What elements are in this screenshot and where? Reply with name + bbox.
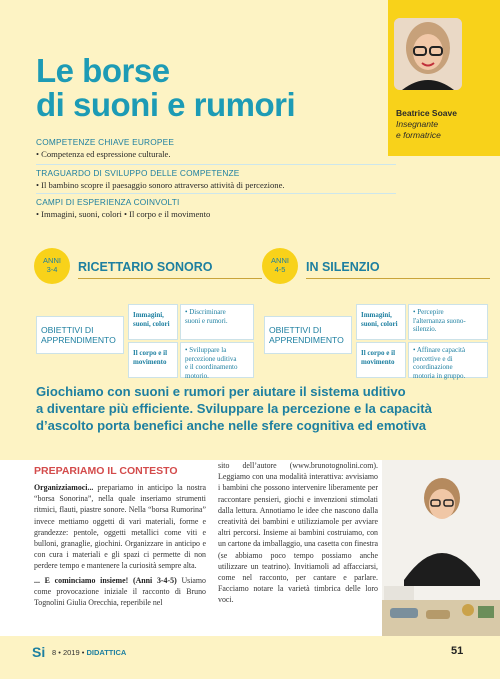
objective-area-line: Immagini,	[361, 311, 392, 319]
objective-area-line: Immagini,	[133, 311, 164, 319]
competence-goal	[36, 168, 396, 190]
competence-heading: CAMPI DI ESPERIENZA COINVOLTI	[36, 197, 180, 207]
title-line-2: di suoni e rumori	[36, 86, 296, 123]
magazine-name: DIDATTICA	[86, 648, 127, 657]
objectives-line-1: OBIETTIVI DI	[269, 325, 322, 335]
objective-area-cell	[128, 342, 178, 378]
lead-line: Giochiamo con suoni e rumori per aiutare il sistema uditivo	[36, 384, 406, 399]
objective-goal-cell	[408, 304, 488, 340]
paragraph-lead: Organizziamoci...	[34, 483, 94, 492]
competence-text: • Competenza ed espressione culturale.	[36, 149, 171, 159]
panel-heading: RICETTARIO SONORO	[78, 260, 213, 274]
paragraph-body: Usiamo come provocazione iniziale il racconto di Bruno Tognolini Giulia Orecchia, reperibile nel	[34, 575, 206, 608]
lead-line: d’ascolto porta benefici anche nelle sfere cognitiva ed emotiva	[36, 418, 427, 433]
teacher-with-materials-image	[382, 460, 500, 636]
objective-area-line: movimento	[361, 357, 395, 366]
objective-area-line: Il corpo e il	[133, 349, 168, 357]
objective-area-line: suoni, colori	[361, 319, 398, 328]
objective-goal-line: motorio.	[185, 371, 209, 380]
panel-divider	[78, 278, 262, 279]
competence-heading: TRAGUARDO DI SVILUPPO DELLE COMPETENZE	[36, 168, 240, 178]
competence-european	[36, 137, 396, 159]
paragraph-body: prepariamo in anticipo la nostra “borsa Sonorina”, nella quale inseriamo strumenti ritmici, flauti, piastre sonore. Nella “borsa Rumorina” invece mettiamo oggetti di vari materiali, forme e grandezze: pentole, oggetti metallici come viti e bulloni, granaglie, giochini. Organizzare in anticipo e con cura i materiali e gli spazi ci permette di non perdere tempo e mantenere la curiosità sempre alta.	[34, 483, 206, 571]
objective-area-line: movimento	[133, 357, 167, 366]
author-photo	[394, 18, 462, 90]
objective-goal-line: silenzio.	[413, 325, 437, 333]
competence-fields	[36, 197, 396, 219]
issue-info	[52, 648, 126, 657]
objective-area-line: suoni, colori	[133, 319, 170, 328]
page-title	[36, 54, 295, 122]
objective-area-cell	[128, 304, 178, 340]
lead-paragraph	[36, 383, 476, 434]
author-role-line-1: Insegnante	[396, 119, 439, 129]
objective-goal-line: l'alternanza suono-	[413, 316, 466, 325]
age-badge	[34, 248, 70, 284]
objectives-line-1: OBIETTIVI DI	[41, 325, 94, 335]
panel-heading: IN SILENZIO	[306, 260, 380, 274]
author-portrait-image	[394, 18, 462, 90]
age-badge-range: 3-4	[46, 265, 58, 274]
objectives-line-2: APPRENDIMENTO	[41, 335, 116, 345]
author-role-line-2: e formatrice	[396, 130, 441, 140]
objective-goal-line: e il coordinamento	[185, 363, 238, 371]
panel-divider	[306, 278, 490, 279]
objective-goal-line: percezione uditiva	[185, 354, 237, 363]
author-card	[388, 0, 500, 156]
competence-text: • Il bambino scopre il paesaggio sonoro attraverso attività di percezione.	[36, 180, 285, 190]
age-badge-label: ANNI	[43, 256, 61, 265]
author-role	[396, 119, 466, 141]
page-footer	[0, 636, 500, 679]
article-paragraph	[34, 482, 206, 572]
divider	[36, 164, 396, 165]
objective-goal-line: • Sviluppare la	[185, 346, 227, 354]
article-paragraph: sito dell’autore (www.brunotognolini.com). Leggiamo con una modalità interattiva: avvisiamo i bambini che possono intervenire liberamente per raccontare pensieri, giochi e invenzioni stimolati dalla lettura. Annotiamo le idee che nascono dalla creatività dei bambini e utilizziamole per avviare altri percorsi. Insieme ai bambini costruiamo, con un cartone da imballaggio, una casetta con finestra (se abbiamo poco tempo possiamo anche utilizzare un teatrino). Invitiamoli ad affacciarsi, come nel racconto, per cantare e parlare. Facciamo notare la varietà timbrica delle loro voci.	[218, 461, 378, 605]
author-name: Beatrice Soave	[396, 108, 457, 118]
panel-ricettario-sonoro	[34, 248, 262, 380]
competence-heading: COMPETENZE CHIAVE EUROPEE	[36, 137, 175, 147]
section-heading: PREPARIAMO IL CONTESTO	[34, 465, 178, 477]
article-column-1	[34, 460, 206, 608]
article-column-2	[218, 460, 378, 606]
objective-area-cell	[356, 304, 406, 340]
title-line-1: Le borse	[36, 52, 170, 89]
objective-area-cell	[356, 342, 406, 378]
objective-goal-cell	[408, 342, 488, 378]
competence-text: • Immagini, suoni, colori • Il corpo e il movimento	[36, 209, 211, 219]
age-badge-range: 4-5	[274, 265, 286, 274]
objective-goal-line: percettive e di	[413, 354, 453, 363]
panel-in-silenzio	[262, 248, 490, 380]
page-number: 51	[451, 645, 464, 657]
divider	[36, 193, 396, 194]
article-paragraph	[34, 575, 206, 609]
objectives-label	[264, 316, 352, 354]
objective-goal-line: • Discriminare	[185, 308, 226, 316]
objective-goal-line: coordinazione	[413, 363, 453, 371]
objective-goal-cell	[180, 342, 254, 378]
issue-number: 8 • 2019 •	[52, 648, 87, 657]
objective-area-line: Il corpo e il	[361, 349, 396, 357]
lead-line: a diventare più efficiente. Sviluppare la percezione e la capacità	[36, 401, 432, 416]
objective-goal-line: • Affinare capacità	[413, 346, 466, 354]
magazine-logo: Si	[32, 644, 46, 660]
objective-goal-cell	[180, 304, 254, 340]
paragraph-lead: ... E cominciamo insieme! (Anni 3-4-5)	[34, 575, 177, 585]
objectives-line-2: APPRENDIMENTO	[269, 335, 344, 345]
objective-goal-line: • Percepire	[413, 308, 444, 316]
objective-goal-line: motoria in gruppo.	[413, 371, 466, 380]
article-photo	[382, 460, 500, 636]
age-badge	[262, 248, 298, 284]
age-badge-label: ANNI	[271, 256, 289, 265]
objective-goal-line: suoni e rumori.	[185, 316, 228, 325]
objectives-label	[36, 316, 124, 354]
